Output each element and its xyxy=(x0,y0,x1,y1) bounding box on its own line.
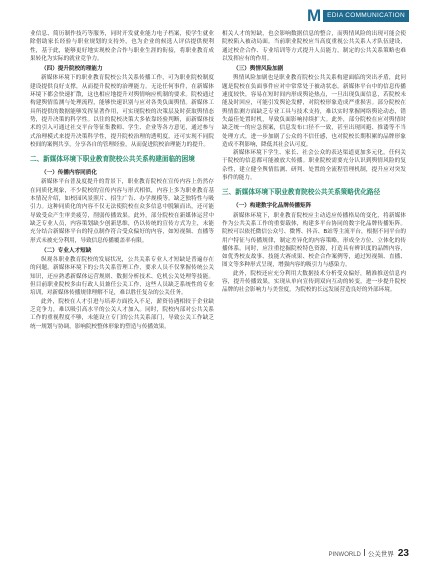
paragraph: 业信息、简历制作技巧等服务，同时开发就业能力电子档案，使学生就业除借助家长经验与职业规划的支持外，也为企业的候选人评估提供便利性，基于此，能够更好地实现校企合作与职业生涯的衔接，将职业教育成果转化为实际的就业竞争力。 xyxy=(30,31,214,62)
left-column xyxy=(30,30,214,540)
paragraph: 新媒体平台普及度提升的背景下，职业教育院校在宣传内容上仍然存在同质化现象，不少院校的宣传内容与形式相似，内容上多为职业教育基本情况介绍，如校园风景照片、招生广告、办学规模等，缺乏独特性与吸引力。这种同质化的内容不仅无法使院校在众多信息中脱颖而出，还可能导致受众产生审美疲劳，削弱传播效果。此外，部分院校在新媒体运营中缺乏专业人员，内容策划缺少创新思维，仍以传统的宣传方式为主，未能充分结合新媒体平台的特点制作符合受众偏好的内容，如短视频、直播等形式未被充分利用，导致信息传播覆盖率有限。 xyxy=(30,179,214,244)
subsection-heading: （四）提升院校的理能力 xyxy=(41,66,103,73)
paragraph: 新媒体环境下，职业教育院校应主动适应传播格局的变化，将新媒体作为公共关系工作的重要载体，构建多平台协同的数字化品牌传播矩阵。院校可以依托微信公众号、微博、抖音、B站等主流平台，根据不同平台的用户特征与传播规律，制定差异化的内容策略，形成全方位、立体化的传播体系。同时，应注重挖掘院校特色资源，打造具有辨识度的品牌内容，如优秀校友故事、技能大赛成果、校企合作案例等，通过短视频、直播、图文等多种形式呈现，增强内容的吸引力与感染力。 xyxy=(222,212,406,269)
page-number: 23 xyxy=(397,548,409,559)
paragraph: 此外，院校还应充分利用大数据技术分析受众偏好，精准推送信息内容，提升传播效果，实现从单向宣传到双向互动的转变，进一步提升院校品牌的社会影响力与美誉度，为院校的长远发展营造良好的外部环境。 xyxy=(222,270,406,294)
paragraph: 舆情风险加剧也是职业教育院校公共关系构建面临的突出矛盾，此问题是院校在负面事件应对中常常处于被动状态。新媒体平台中的信息传播速度较快，容易在短时间内形成舆论热点，一旦出现负面信息，若院校未能及时回应，可能引发舆论发酵，对院校形象造成严重损害。部分院校在舆情监测方面缺乏专业工具与技术支持，难以实时掌握网络舆论动态，错失最佳处置时机，导致负面影响持续扩大。此外，部分院校在应对舆情时缺乏统一的应急预案，信息发布口径不一致，甚至出现回避、推诿等不当处理方式，进一步加剧了公众的不信任感，也对院校长期积累的品牌形象造成不利影响，降低其社会认可度。 xyxy=(222,75,406,148)
right-column xyxy=(222,30,406,540)
paragraph: 新媒体环境下的职业教育院校公共关系传播工作，可为职业院校制度建设提供良好支撑，从而提升院校的治理能力。无论任何事件，在新媒体环境下都会快速扩散，这也相应地提升对舆情响应机制的要求。院校通过构建舆情监测与处理流程，能够快速识别与应对各类负面舆情。新媒体工具所提供的数据能够发挥显著作用，可实现院校的决策层及时获取舆情态势，提升决策的科学性。以往的院校决策大多依靠经验判断，而新媒体技术的引入可通过社交平台等征集教师、学生、企业等各方意见，通过参与式治理模式来提升决策科学性，提升院校治理的透明度，还可实现不同院校间的案例共享，分享各自的管理经验，从而促进院校治理能力的提升。 xyxy=(30,75,214,148)
logo-text: EDIA COMMUNICATION xyxy=(323,10,409,22)
subsection-heading: （二）专业人才短缺 xyxy=(41,247,92,254)
paragraph: 相关人才的短缺，也会影响数据信息的整合，而舆情风险的出现可能会使院校陷入被动局面。当前职业院校应当高度重视公共关系人才队伍建设，通过校企合作、专业培训等方式提升人员能力，制定的公共关系策略也难以发挥应有的作用。 xyxy=(222,31,406,62)
paragraph: 此外，院校在人才引进与培养方面投入不足，薪资待遇相较于企业缺乏竞争力，难以吸引高水平的公关人才加入。同时，院校内部对公共关系工作的重视程度不够，未能设立专门的公共关系部门，导致公关工作缺乏统一规划与协调，影响院校整体形象的塑造与传播效果。 xyxy=(30,298,214,330)
paragraph: 纵观各职业教育院校的发展状况，公共关系专业人才短缺是普遍存在的问题。新媒体环境下的公共关系管理工作，要求人员不仅掌握传统公关知识，还应熟悉新媒体运营规则、数据分析技术、危机公关处理等技能。但目前职业院校多由行政人员兼任公关工作，这些人员缺乏系统性的专业培训，对新媒体传播规律理解不足，难以胜任复杂的公关任务。 xyxy=(30,257,214,297)
paragraph: 新媒体环境下学生、家长、社会公众的表达渠道更加多元化，任何关于院校的信息都可能被放大传播。职业院校需要充分认识到舆情风险的复杂性，建立健全舆情监测、研判、处置的全流程管理机制，提升应对突发事件的能力。 xyxy=(222,150,406,182)
footer-magazine-name: 公关世界 xyxy=(367,550,394,558)
masthead-logo xyxy=(307,8,409,24)
subsection-heading: （一）构建数字化品牌传播矩阵 xyxy=(233,203,312,210)
subsection-heading: （三）舆情风险加剧 xyxy=(233,66,284,73)
page-footer xyxy=(329,548,409,559)
section-heading: 三、新媒体环境下职业教育院校公共关系策略优化路径 xyxy=(222,188,381,197)
logo-letter: M xyxy=(306,6,322,25)
footer-divider xyxy=(364,549,365,556)
subsection-heading: （一）传播内容同质化 xyxy=(41,170,97,177)
section-heading: 二、新媒体环境下职业教育院校公共关系构建面临的困境 xyxy=(30,155,195,164)
footer-brand: PINWORLD xyxy=(328,552,361,558)
